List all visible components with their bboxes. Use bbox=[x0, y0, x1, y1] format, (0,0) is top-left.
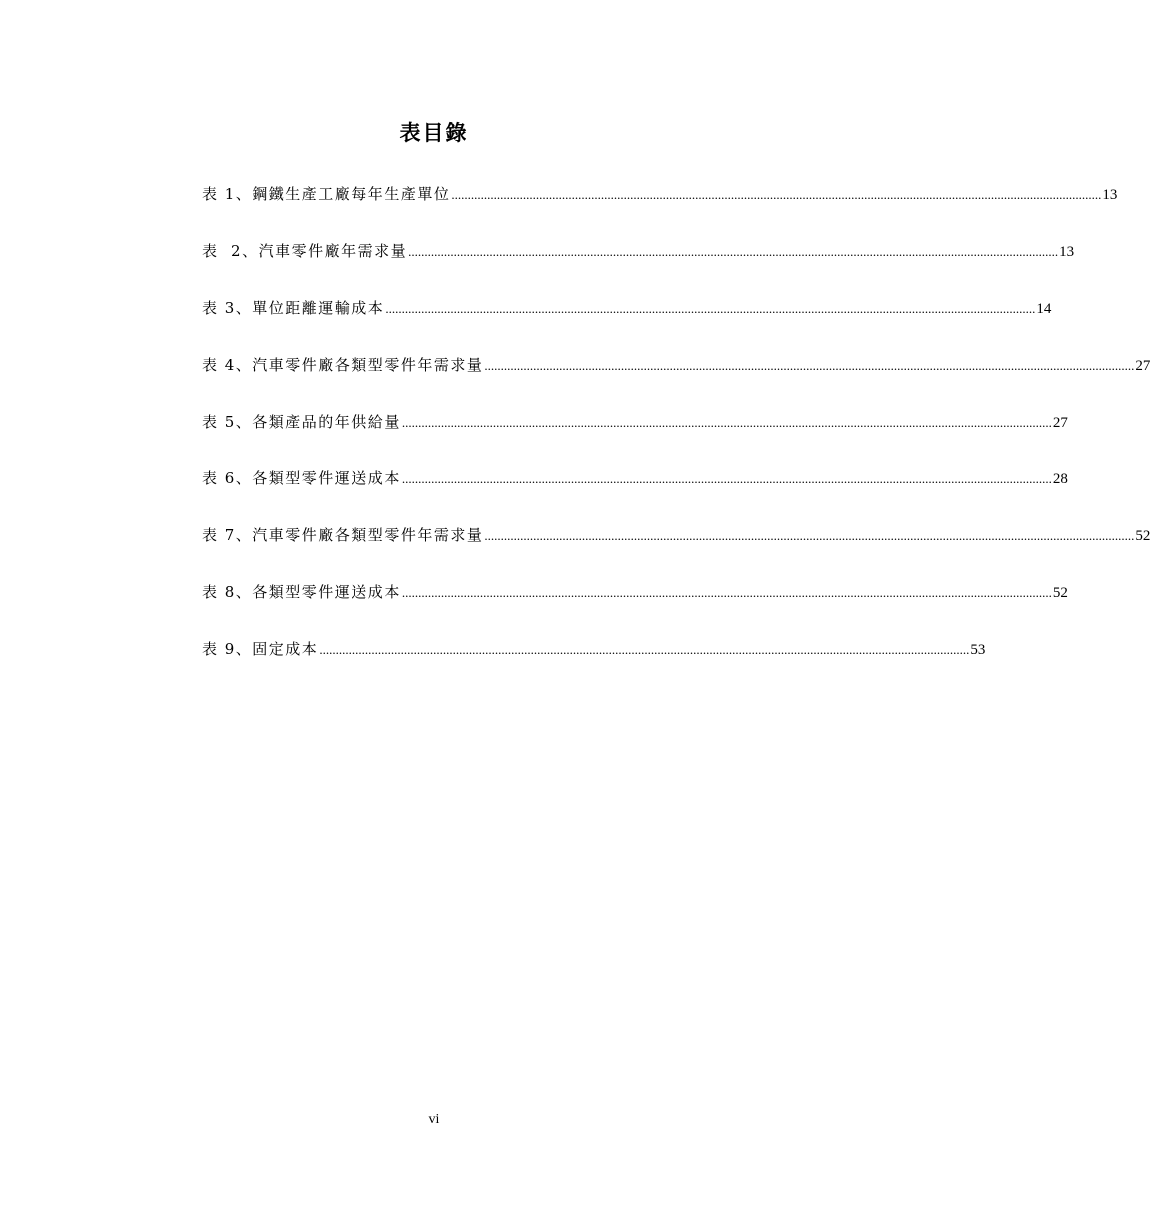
toc-entry-page: 13 bbox=[1059, 243, 1075, 260]
toc-entry-label: 表 1、鋼鐵生產工廠每年生產單位 bbox=[202, 185, 451, 203]
toc-entry[interactable] bbox=[202, 411, 1068, 468]
toc-entry-page: 28 bbox=[1052, 471, 1068, 488]
dot-leader: ........................................................................................................................................................................................................ bbox=[484, 357, 1135, 373]
toc-entry-page: 52 bbox=[1135, 528, 1150, 545]
page-number: vi bbox=[428, 1112, 440, 1127]
toc-entry[interactable] bbox=[202, 240, 1075, 297]
page-title: 表目錄 bbox=[399, 120, 469, 145]
toc-entry-page: 27 bbox=[1135, 357, 1150, 374]
dot-leader: ........................................................................................................................................................................................................ bbox=[401, 585, 1052, 601]
toc-entry-label: 表 4、汽車零件廠各類型零件年需求量 bbox=[202, 355, 484, 374]
toc-entry-label: 表 9、固定成本 bbox=[202, 640, 319, 659]
dot-leader: ........................................................................................................................................................................................................ bbox=[451, 187, 1102, 202]
dot-leader: ........................................................................................................................................................................................................ bbox=[408, 243, 1059, 259]
toc-entry-label: 表 7、汽車零件廠各類型零件年需求量 bbox=[202, 526, 484, 545]
toc-entry-label: 表 2、汽車零件廠年需求量 bbox=[202, 241, 408, 260]
dot-leader: ........................................................................................................................................................................................................ bbox=[319, 642, 970, 658]
dot-leader: ........................................................................................................................................................................................................ bbox=[401, 414, 1052, 430]
toc-entry[interactable] bbox=[202, 467, 1068, 524]
dot-leader: ........................................................................................................................................................................................................ bbox=[385, 300, 1036, 316]
toc-entry[interactable] bbox=[202, 581, 1068, 638]
toc-entry-label: 表 6、各類型零件運送成本 bbox=[202, 469, 401, 488]
toc-entry-label: 表 3、單位距離運輸成本 bbox=[202, 298, 385, 317]
toc-entry[interactable] bbox=[202, 297, 1052, 354]
toc-entry-page: 53 bbox=[970, 642, 986, 659]
dot-leader: ........................................................................................................................................................................................................ bbox=[401, 471, 1052, 487]
toc-entry[interactable] bbox=[202, 638, 986, 695]
toc-entry-label: 表 8、各類型零件運送成本 bbox=[202, 583, 401, 602]
toc-entry-page: 14 bbox=[1036, 300, 1052, 317]
toc-entry[interactable] bbox=[202, 183, 1118, 240]
toc-entry[interactable] bbox=[202, 524, 1150, 581]
toc-entry-page: 13 bbox=[1102, 187, 1118, 203]
toc-entry-page: 27 bbox=[1052, 414, 1068, 431]
table-of-tables-list bbox=[202, 183, 1150, 695]
toc-entry-page: 52 bbox=[1052, 585, 1068, 602]
toc-entry[interactable] bbox=[202, 354, 1150, 411]
toc-entry-label: 表 5、各類產品的年供給量 bbox=[202, 412, 401, 431]
dot-leader: ........................................................................................................................................................................................................ bbox=[484, 528, 1135, 544]
